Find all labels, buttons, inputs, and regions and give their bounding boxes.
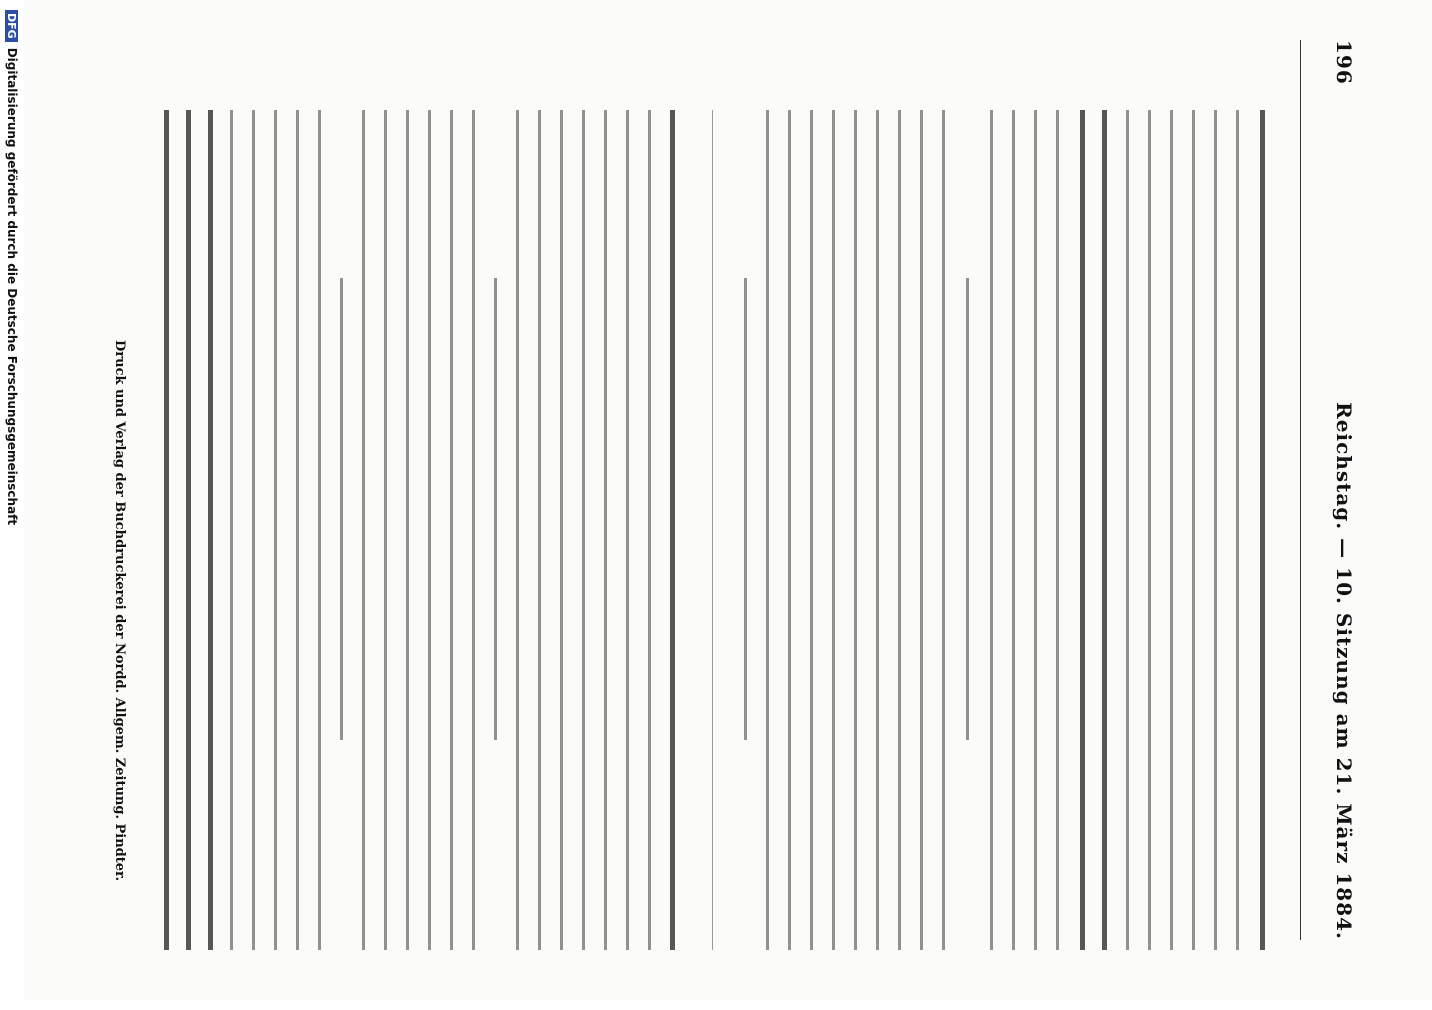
digitization-credit: Digitalisierung gefördert durch die Deutsche Forschungsgemeinschaft <box>5 47 19 526</box>
text-line <box>990 110 993 950</box>
page-header <box>1314 40 1374 940</box>
text-line <box>1192 110 1195 950</box>
text-line <box>898 110 901 950</box>
text-line <box>296 110 299 950</box>
imprint: Druck und Verlag der Buchdruckerei der Nordd. Allgem. Zeitung. Pindter. <box>112 340 128 882</box>
text-line <box>252 110 255 950</box>
text-line <box>428 110 431 950</box>
text-line <box>670 110 675 950</box>
text-line <box>1148 110 1151 950</box>
text-line <box>538 110 541 950</box>
text-line <box>384 110 387 950</box>
text-line <box>560 110 563 950</box>
text-line <box>810 110 813 950</box>
text-line <box>1102 110 1107 950</box>
text-line <box>766 110 769 950</box>
text-line <box>230 110 233 950</box>
text-line <box>832 110 835 950</box>
text-line <box>604 110 607 950</box>
text-line <box>1126 110 1129 950</box>
page-footer <box>100 340 140 980</box>
text-line <box>942 110 945 950</box>
page-number: 196 <box>1332 40 1356 85</box>
text-line <box>1236 110 1239 950</box>
text-line <box>1260 110 1265 950</box>
column-divider <box>712 110 713 950</box>
text-line <box>966 278 969 740</box>
right-column <box>730 110 1290 950</box>
text-line <box>494 278 497 740</box>
text-line <box>626 110 629 950</box>
text-line <box>208 110 213 950</box>
text-line <box>854 110 857 950</box>
digitization-sidebar <box>0 0 24 1000</box>
text-line <box>1080 110 1085 950</box>
text-line <box>1056 110 1059 950</box>
left-column <box>150 110 700 950</box>
text-line <box>1012 110 1015 950</box>
text-line <box>274 110 277 950</box>
text-line <box>920 110 923 950</box>
text-line <box>1034 110 1037 950</box>
text-line <box>1170 110 1173 950</box>
text-line <box>876 110 879 950</box>
header-rule <box>1300 40 1301 940</box>
text-line <box>318 110 321 950</box>
text-line <box>186 110 191 950</box>
text-line <box>582 110 585 950</box>
text-line <box>450 110 453 950</box>
text-line <box>788 110 791 950</box>
text-line <box>406 110 409 950</box>
text-line <box>472 110 475 950</box>
dfg-logo: DFG <box>6 10 19 42</box>
page-title: Reichstag. — 10. Sitzung am 21. März 1884. <box>1332 402 1356 940</box>
text-line <box>516 110 519 950</box>
text-line <box>362 110 365 950</box>
text-line <box>744 278 747 740</box>
text-line <box>164 110 169 950</box>
text-line <box>648 110 651 950</box>
text-line <box>1214 110 1217 950</box>
text-line <box>340 278 343 740</box>
